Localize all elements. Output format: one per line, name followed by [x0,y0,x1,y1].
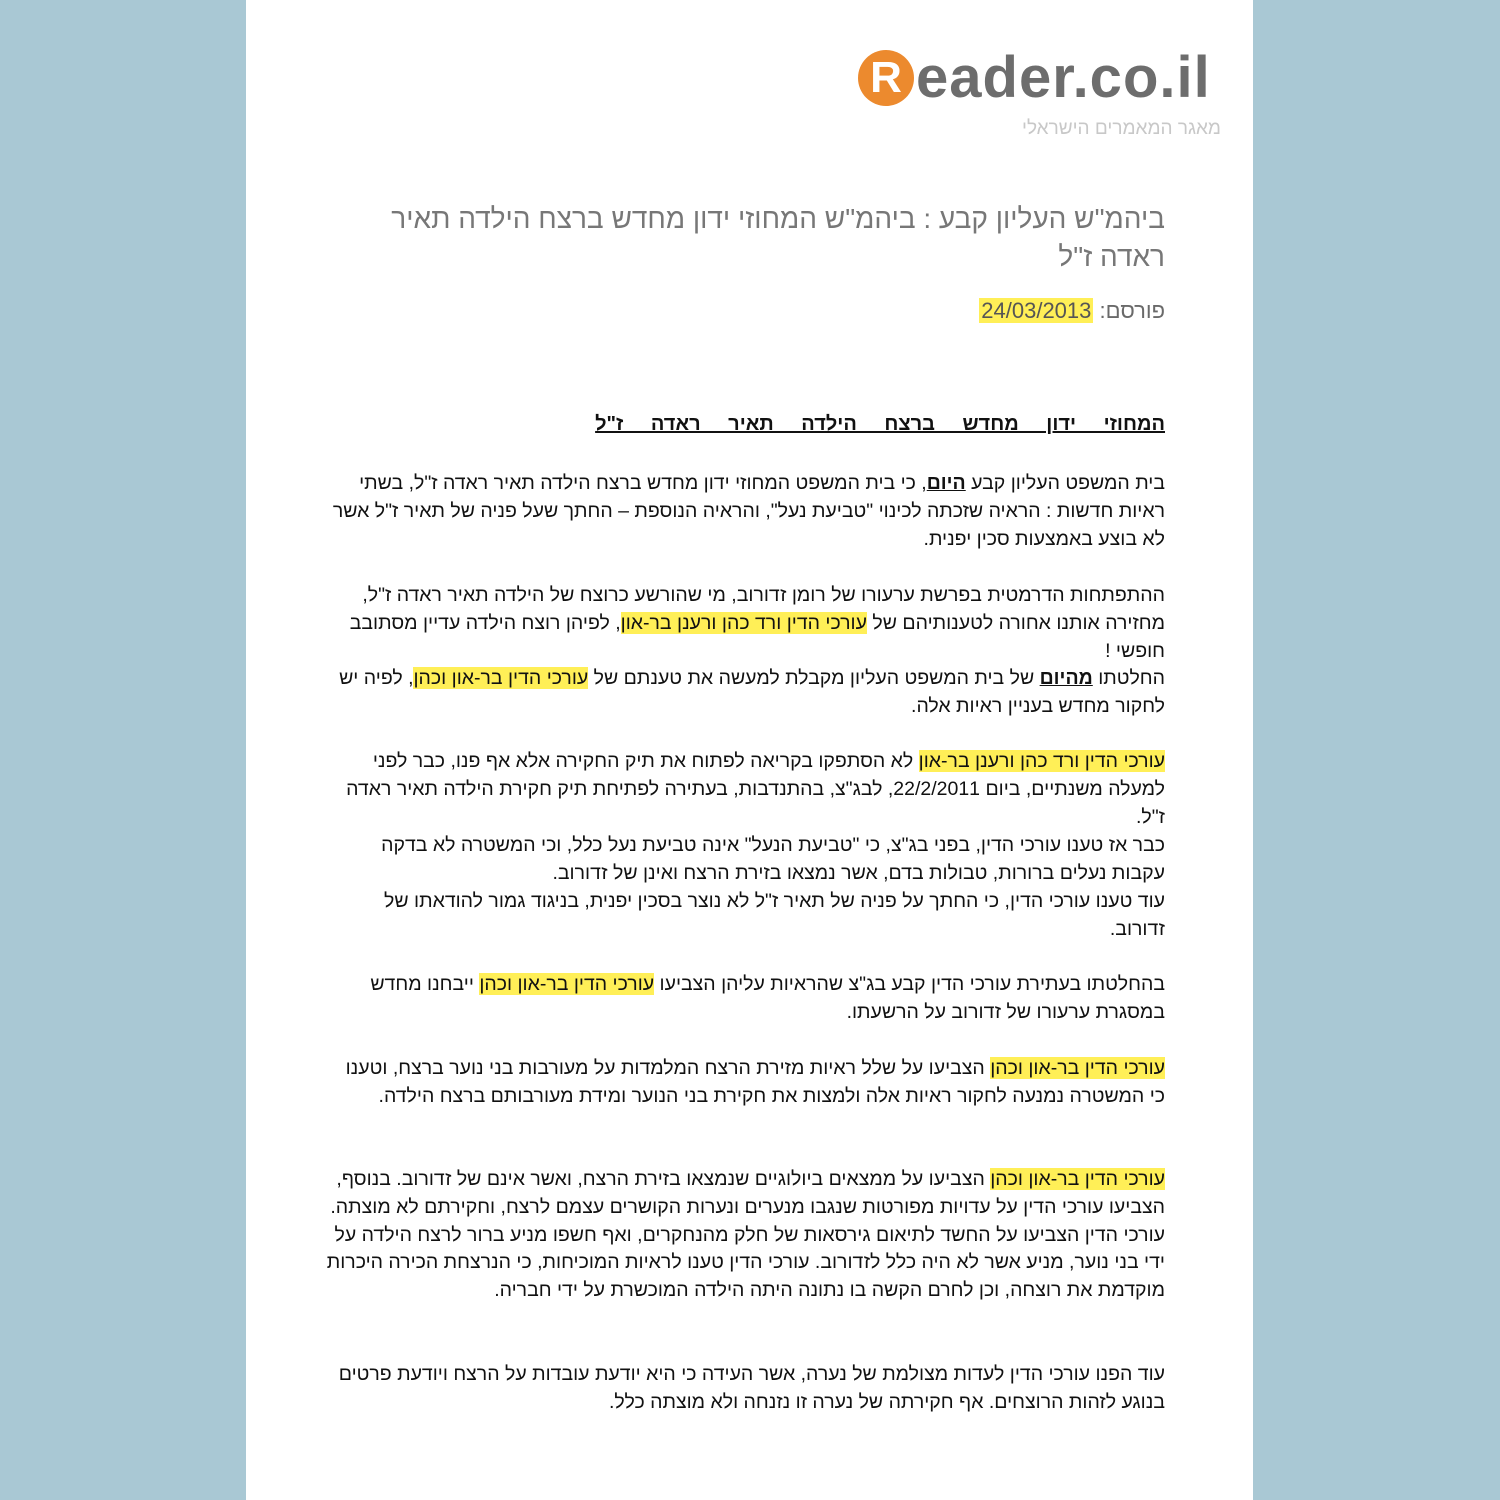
text-span: , לפיהן רוצח הילדה עדיין מסתובב חופשי ! [349,611,1165,662]
text-span: ייבחנו מחדש במסגרת ערעורו של זדורוב על הרשעתו. [370,973,1165,1023]
underlined-text: היום [926,472,966,494]
highlighted-text: עורכי הדין בר-און וכהן [413,667,589,689]
highlighted-text: עורכי הדין ורד כהן ורענן בר-און [918,750,1165,772]
highlighted-text: עורכי הדין בר-און וכהן [990,1168,1165,1190]
paragraph-9 [325,1166,1165,1305]
highlighted-text: עורכי הדין בר-און וכהן [479,973,655,995]
text-span: לא הסתפקו בקריאה לפתוח את תיק החקירה אלא אף פנו, כבר לפני למעלה משנתיים, ביום 22/2/2011, לבג"צ, בהתנדבות, בעתירה לפתיחת תיק חקירת הילדה תאיר ראדה ז"ל. [346,750,1165,828]
published-line [979,298,1165,324]
article-title: ביהמ"ש העליון קבע : ביהמ"ש המחוזי ידון מחדש ברצח הילדה תאיר ראדה ז"ל [391,203,1165,272]
underlined-text: מהיום [1039,667,1093,689]
paragraph-6: עוד טענו עורכי הדין, כי החתך על פניה של תאיר ז"ל לא נוצר בסכין יפנית, בניגוד גמור להודאתו של זדורוב. [384,890,1165,940]
paragraph-2 [325,582,1165,665]
text-span: ההתפתחות הדרמטית בפרשת ערעורו של רומן זדורוב, מי שהורשע כרוצח של הילדה תאיר ראדה ז"ל, מחזירה אותנו אחורה לטענותיהם של [362,584,1165,634]
text-span: הצביעו על שלל ראיות מזירת הרצח המלמדות על מעורבות בני נוער ברצח, וטענו כי המשטרה נמנעה לחקור ראיות אלה ולמצות את חקירת בני הנוער ומידת מעורבותם ברצח הילדה. [345,1057,1165,1107]
text-span: של בית המשפט העליון מקבלת למעשה את טענתם של [588,667,1040,689]
text-span: , כי בית המשפט המחוזי ידון מחדש ברצח הילדה תאיר ראדה ז"ל, בשתי ראיות חדשות : הראיה שזכתה לכינוי "טביעת נעל", והראיה הנוספת – החתך שעל פניה של תאיר ז"ל אשר לא בוצע באמצעות סכין יפנית. [332,472,1165,550]
document-page [246,0,1253,1500]
highlighted-text: עורכי הדין בר-און וכהן [990,1057,1165,1079]
site-tagline: מאגר המאמרים הישראלי [1022,118,1221,139]
document-heading: המחוזי ידון מחדש ברצח הילדה תאיר ראדה ז"ל [595,413,1165,435]
published-date: 24/03/2013 [981,298,1092,323]
paragraph-5: כבר אז טענו עורכי הדין, בפני בג"צ, כי "טביעת הנעל" אינה טביעת נעל כלל, וכי המשטרה לא בדקה עקבות נעלים ברורות, טבולות בדם, אשר נמצאו בזירת הרצח ואינן של זדורוב. [381,834,1165,884]
text-span: החלטתו [1092,667,1165,689]
site-logo[interactable] [858,44,1214,112]
paragraph-1 [325,470,1165,553]
paragraph-4 [325,748,1165,831]
text-span: בהחלטתו בעתירת עורכי הדין קבע בג"צ שהראיות עליהן הצביעו [654,973,1165,995]
paragraph-10: עוד הפנו עורכי הדין לעדות מצולמת של נערה, אשר העידה כי היא יודעת עובדות על הרצח ויודעת פרטים בנוגע לזהות הרוצחים. אף חקירתה של נערה זו נזנחה ולא מוצתה כלל. [338,1363,1165,1413]
text-span: בית המשפט העליון קבע [965,472,1165,494]
logo-r-badge: R [858,50,914,106]
text-span: הצביעו על ממצאים ביולוגיים שנמצאו בזירת הרצח, ואשר אינם של זדורוב. בנוסף, הצביעו עורכי הדין על עדויות מפורטות שנגבו מנערים ונערות הקושרים עצמם לרצח, וחקירתם לא מוצתה. עורכי הדין הצביעו על החשד לתיאום גירסאות של חלק מהנחקרים, ואף חשפו מניע ברור לרצח הילדה על ידי בני נוער, מניע אשר לא היה כלל לזדורוב. עורכי הדין טענו לראיות המוכיחות, כי הנרצחת הכירה היכרות מוקדמת את רוצחה, וכן לחרם הקשה בו נתונה היתה הילדה המוכשרת על ידי חבריה. [326,1168,1165,1302]
logo-text: eader.co.il [916,45,1211,110]
text-span: , לפיה יש לחקור מחדש בעניין ראיות אלה. [339,667,1165,717]
published-label: פורסם: [1099,298,1165,323]
paragraph-7 [325,971,1165,1027]
paragraph-8 [325,1055,1165,1111]
paragraph-3 [325,665,1165,721]
highlighted-text: עורכי הדין ורד כהן ורענן בר-און [620,611,867,634]
